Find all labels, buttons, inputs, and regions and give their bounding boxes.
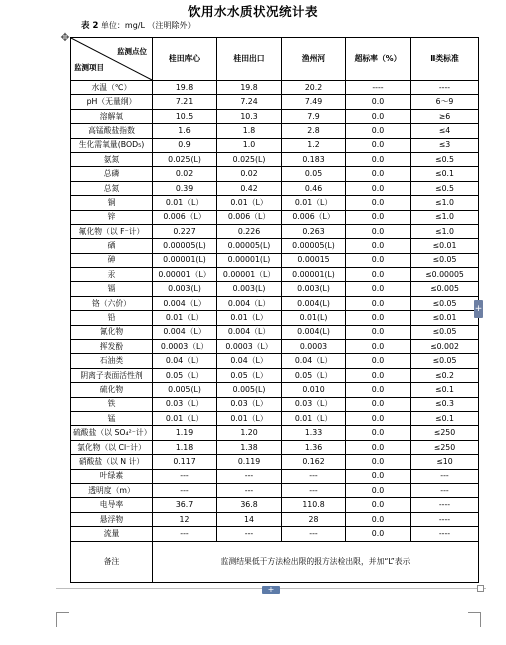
- value-cell[interactable]: 0.0: [346, 181, 411, 195]
- value-cell[interactable]: 0.004(L): [282, 325, 346, 339]
- value-cell[interactable]: 0.0: [346, 224, 411, 238]
- table-row: [71, 527, 479, 541]
- parameter-name-cell[interactable]: 氰化物: [71, 325, 153, 339]
- value-cell[interactable]: 12: [153, 512, 217, 526]
- value-cell[interactable]: 0.004（L）: [217, 325, 282, 339]
- value-cell[interactable]: 7.24: [217, 95, 282, 109]
- value-cell[interactable]: ----: [411, 81, 479, 95]
- value-cell[interactable]: 0.025(L): [217, 152, 282, 166]
- value-cell[interactable]: 1.20: [217, 426, 282, 440]
- value-cell[interactable]: 0.01（L）: [282, 411, 346, 425]
- value-cell[interactable]: 0.04（L）: [153, 354, 217, 368]
- value-cell[interactable]: ≤4: [411, 124, 479, 138]
- table-row: [71, 268, 479, 282]
- value-cell[interactable]: ----: [411, 512, 479, 526]
- value-cell[interactable]: 6～9: [411, 95, 479, 109]
- table-row: [71, 426, 479, 440]
- value-cell[interactable]: 0.162: [282, 455, 346, 469]
- value-cell[interactable]: 0.0003: [282, 340, 346, 354]
- value-cell[interactable]: 0.0: [346, 138, 411, 152]
- value-cell[interactable]: 0.0: [346, 311, 411, 325]
- value-cell[interactable]: 7.49: [282, 95, 346, 109]
- table-row: [71, 181, 479, 195]
- column-header[interactable]: 渔州河: [282, 38, 346, 81]
- table-row: [71, 210, 479, 224]
- parameter-name-cell[interactable]: 硝酸盐（以 N 计）: [71, 455, 153, 469]
- value-cell[interactable]: ≤1.0: [411, 196, 479, 210]
- value-cell[interactable]: 36.8: [217, 498, 282, 512]
- value-cell[interactable]: 0.006（L）: [282, 210, 346, 224]
- value-cell[interactable]: 1.36: [282, 440, 346, 454]
- add-column-button[interactable]: +: [474, 300, 483, 318]
- value-cell[interactable]: 0.0: [346, 397, 411, 411]
- table-row: [71, 311, 479, 325]
- value-cell[interactable]: ≤0.5: [411, 152, 479, 166]
- value-cell[interactable]: 0.0: [346, 368, 411, 382]
- value-cell[interactable]: 0.006（L）: [153, 210, 217, 224]
- page-corner-mark-left: [56, 612, 69, 627]
- value-cell[interactable]: 0.0: [346, 426, 411, 440]
- value-cell[interactable]: 0.04（L）: [217, 354, 282, 368]
- table-move-handle-icon[interactable]: ✥: [60, 31, 70, 44]
- value-cell[interactable]: 0.00001(L): [153, 253, 217, 267]
- value-cell[interactable]: 0.03（L）: [282, 397, 346, 411]
- header-row: [71, 38, 479, 81]
- parameter-name-cell[interactable]: 镉: [71, 282, 153, 296]
- value-cell[interactable]: 0.0: [346, 109, 411, 123]
- parameter-name-cell[interactable]: 锌: [71, 210, 153, 224]
- parameter-name-cell[interactable]: 砷: [71, 253, 153, 267]
- value-cell[interactable]: 0.0: [346, 167, 411, 181]
- value-cell[interactable]: ≤0.05: [411, 253, 479, 267]
- value-cell[interactable]: ≤250: [411, 440, 479, 454]
- value-cell[interactable]: 19.8: [217, 81, 282, 95]
- parameter-name-cell[interactable]: 叶绿素: [71, 469, 153, 483]
- note-row: [71, 541, 479, 582]
- table-row: [71, 455, 479, 469]
- table-row: [71, 109, 479, 123]
- value-cell[interactable]: 0.0: [346, 296, 411, 310]
- value-cell[interactable]: ≤0.3: [411, 397, 479, 411]
- value-cell[interactable]: 0.004（L）: [217, 296, 282, 310]
- value-cell[interactable]: ---: [217, 483, 282, 497]
- parameter-name-cell[interactable]: 硫酸盐（以 SO₄²⁻计）: [71, 426, 153, 440]
- value-cell[interactable]: 0.00001(L): [282, 268, 346, 282]
- parameter-name-cell[interactable]: 石油类: [71, 354, 153, 368]
- value-cell[interactable]: ≤0.002: [411, 340, 479, 354]
- parameter-name-cell[interactable]: 铬（六价）: [71, 296, 153, 310]
- value-cell[interactable]: 0.00005(L): [282, 239, 346, 253]
- value-cell[interactable]: 0.00005(L): [153, 239, 217, 253]
- value-cell[interactable]: ≤0.1: [411, 167, 479, 181]
- value-cell[interactable]: 0.39: [153, 181, 217, 195]
- table-row: [71, 512, 479, 526]
- parameter-name-cell[interactable]: pH（无量纲）: [71, 95, 153, 109]
- value-cell[interactable]: ---: [153, 483, 217, 497]
- parameter-name-cell[interactable]: 流量: [71, 527, 153, 541]
- value-cell[interactable]: 20.2: [282, 81, 346, 95]
- value-cell[interactable]: 0.003(L): [217, 282, 282, 296]
- value-cell[interactable]: 0.0: [346, 527, 411, 541]
- table-row: [71, 397, 479, 411]
- value-cell[interactable]: ≤0.1: [411, 383, 479, 397]
- parameter-name-cell[interactable]: 电导率: [71, 498, 153, 512]
- value-cell[interactable]: 0.0003（L）: [153, 340, 217, 354]
- value-cell[interactable]: 0.0: [346, 325, 411, 339]
- value-cell[interactable]: 0.0: [346, 268, 411, 282]
- diagonal-line: [71, 38, 152, 80]
- parameter-name-cell[interactable]: 汞: [71, 268, 153, 282]
- table-row: [71, 469, 479, 483]
- value-cell[interactable]: 0.0: [346, 483, 411, 497]
- value-cell[interactable]: ≤0.2: [411, 368, 479, 382]
- value-cell[interactable]: 0.004(L): [282, 296, 346, 310]
- parameter-name-cell[interactable]: 硫化物: [71, 383, 153, 397]
- value-cell[interactable]: 0.05（L）: [217, 368, 282, 382]
- value-cell[interactable]: ----: [411, 527, 479, 541]
- parameter-name-cell[interactable]: 铜: [71, 196, 153, 210]
- value-cell[interactable]: ---: [282, 469, 346, 483]
- water-quality-table: [70, 37, 479, 583]
- table-row: [71, 325, 479, 339]
- value-cell[interactable]: 10.3: [217, 109, 282, 123]
- column-header[interactable]: 超标率（%）: [346, 38, 411, 81]
- value-cell[interactable]: ≤0.01: [411, 311, 479, 325]
- value-cell[interactable]: 0.004（L）: [153, 325, 217, 339]
- table-row: [71, 253, 479, 267]
- parameter-name-cell[interactable]: 氨氮: [71, 152, 153, 166]
- value-cell[interactable]: 19.8: [153, 81, 217, 95]
- value-cell[interactable]: 0.02: [217, 167, 282, 181]
- parameter-name-cell[interactable]: 总氮: [71, 181, 153, 195]
- value-cell[interactable]: 0.01(L): [282, 311, 346, 325]
- value-cell[interactable]: 0.0: [346, 411, 411, 425]
- table-caption: [81, 19, 195, 31]
- table-row: [71, 81, 479, 95]
- value-cell[interactable]: 0.0: [346, 340, 411, 354]
- parameter-name-cell[interactable]: 溶解氧: [71, 109, 153, 123]
- value-cell[interactable]: 0.0: [346, 512, 411, 526]
- value-cell[interactable]: 0.0: [346, 498, 411, 512]
- value-cell[interactable]: 28: [282, 512, 346, 526]
- value-cell[interactable]: 0.01（L）: [282, 196, 346, 210]
- table-row: [71, 152, 479, 166]
- value-cell[interactable]: 0.00001（L）: [217, 268, 282, 282]
- value-cell[interactable]: ≤0.05: [411, 296, 479, 310]
- table-row: [71, 440, 479, 454]
- value-cell[interactable]: 0.01（L）: [217, 311, 282, 325]
- value-cell[interactable]: 0.01（L）: [217, 196, 282, 210]
- table-row: [71, 224, 479, 238]
- parameter-name-cell[interactable]: 铅: [71, 311, 153, 325]
- value-cell[interactable]: 0.227: [153, 224, 217, 238]
- table-row: [71, 124, 479, 138]
- value-cell[interactable]: 0.02: [153, 167, 217, 181]
- unit-note: 单位：mg/L （注明除外）: [98, 21, 196, 30]
- value-cell[interactable]: 0.00005(L): [217, 239, 282, 253]
- value-cell[interactable]: 0.05（L）: [153, 368, 217, 382]
- table-row: [71, 411, 479, 425]
- parameter-name-cell[interactable]: 氯化物（以 Cl⁻计）: [71, 440, 153, 454]
- value-cell[interactable]: 0.0: [346, 282, 411, 296]
- document-title: 饮用水水质状况统计表: [187, 4, 318, 19]
- table-row: [71, 196, 479, 210]
- value-cell[interactable]: ≤10: [411, 455, 479, 469]
- value-cell[interactable]: 0.0: [346, 95, 411, 109]
- value-cell[interactable]: ---: [153, 527, 217, 541]
- value-cell[interactable]: ---: [282, 527, 346, 541]
- diagonal-header-cell[interactable]: [71, 38, 153, 81]
- parameter-name-cell[interactable]: 透明度（m）: [71, 483, 153, 497]
- value-cell[interactable]: 1.19: [153, 426, 217, 440]
- parameter-name-cell[interactable]: 水温（℃）: [71, 81, 153, 95]
- value-cell[interactable]: 0.01（L）: [153, 311, 217, 325]
- parameter-name-cell[interactable]: 阴离子表面活性剂: [71, 368, 153, 382]
- value-cell[interactable]: ---: [411, 483, 479, 497]
- value-cell[interactable]: 7.21: [153, 95, 217, 109]
- value-cell[interactable]: 14: [217, 512, 282, 526]
- value-cell[interactable]: 0.226: [217, 224, 282, 238]
- value-cell[interactable]: 0.0: [346, 196, 411, 210]
- note-text-cell[interactable]: 监测结果低于方法检出限的报方法检出限，并加“L”表示: [153, 541, 479, 582]
- table-row: [71, 483, 479, 497]
- value-cell[interactable]: 0.006（L）: [217, 210, 282, 224]
- value-cell[interactable]: 1.0: [217, 138, 282, 152]
- value-cell[interactable]: 110.8: [282, 498, 346, 512]
- value-cell[interactable]: 10.5: [153, 109, 217, 123]
- value-cell[interactable]: ≤1.0: [411, 224, 479, 238]
- value-cell[interactable]: ≤0.05: [411, 354, 479, 368]
- value-cell[interactable]: 1.8: [217, 124, 282, 138]
- table-row: [71, 340, 479, 354]
- value-cell[interactable]: 0.0: [346, 440, 411, 454]
- table-label: 表 2: [81, 21, 99, 31]
- table-row: [71, 95, 479, 109]
- parameter-name-cell[interactable]: 锰: [71, 411, 153, 425]
- parameter-name-cell[interactable]: 铁: [71, 397, 153, 411]
- parameter-name-cell[interactable]: 总磷: [71, 167, 153, 181]
- value-cell[interactable]: 0.00001(L): [217, 253, 282, 267]
- parameter-name-cell[interactable]: 氟化物（以 F⁻计）: [71, 224, 153, 238]
- column-header[interactable]: Ⅱ类标准: [411, 38, 479, 81]
- value-cell[interactable]: ≥6: [411, 109, 479, 123]
- value-cell[interactable]: 1.18: [153, 440, 217, 454]
- parameter-name-cell[interactable]: 挥发酚: [71, 340, 153, 354]
- table-row: [71, 368, 479, 382]
- table-body: [71, 38, 479, 583]
- diag-bottom-label: 监测项目: [74, 62, 104, 72]
- table-row: [71, 239, 479, 253]
- value-cell[interactable]: 0.03（L）: [217, 397, 282, 411]
- value-cell[interactable]: ≤0.01: [411, 239, 479, 253]
- value-cell[interactable]: ---: [217, 527, 282, 541]
- table-resize-handle[interactable]: [477, 585, 484, 592]
- value-cell[interactable]: 0.00001（L）: [153, 268, 217, 282]
- value-cell[interactable]: 0.005(L): [217, 383, 282, 397]
- value-cell[interactable]: 0.0: [346, 124, 411, 138]
- value-cell[interactable]: 0.46: [282, 181, 346, 195]
- value-cell[interactable]: 0.9: [153, 138, 217, 152]
- value-cell[interactable]: ---: [217, 469, 282, 483]
- value-cell[interactable]: 0.05: [282, 167, 346, 181]
- add-row-button[interactable]: +: [262, 586, 280, 594]
- value-cell[interactable]: ---: [153, 469, 217, 483]
- value-cell[interactable]: 1.38: [217, 440, 282, 454]
- value-cell[interactable]: 1.33: [282, 426, 346, 440]
- value-cell[interactable]: ≤0.1: [411, 411, 479, 425]
- value-cell[interactable]: 0.01（L）: [153, 411, 217, 425]
- value-cell[interactable]: ---: [282, 483, 346, 497]
- value-cell[interactable]: 0.0: [346, 455, 411, 469]
- value-cell[interactable]: 0.0: [346, 469, 411, 483]
- value-cell[interactable]: ≤1.0: [411, 210, 479, 224]
- value-cell[interactable]: 0.003(L): [282, 282, 346, 296]
- value-cell[interactable]: 7.9: [282, 109, 346, 123]
- value-cell[interactable]: ≤0.05: [411, 325, 479, 339]
- table-row: [71, 498, 479, 512]
- value-cell[interactable]: ≤0.00005: [411, 268, 479, 282]
- note-label-cell[interactable]: 备注: [71, 541, 153, 582]
- value-cell[interactable]: 0.0: [346, 239, 411, 253]
- value-cell[interactable]: 2.8: [282, 124, 346, 138]
- value-cell[interactable]: 0.119: [217, 455, 282, 469]
- table-row: [71, 354, 479, 368]
- value-cell[interactable]: ----: [411, 498, 479, 512]
- table-row: [71, 167, 479, 181]
- value-cell[interactable]: ----: [346, 81, 411, 95]
- value-cell[interactable]: 36.7: [153, 498, 217, 512]
- table-row: [71, 138, 479, 152]
- value-cell[interactable]: 1.2: [282, 138, 346, 152]
- value-cell[interactable]: ≤250: [411, 426, 479, 440]
- value-cell[interactable]: ≤0.5: [411, 181, 479, 195]
- value-cell[interactable]: 0.010: [282, 383, 346, 397]
- value-cell[interactable]: ≤0.005: [411, 282, 479, 296]
- value-cell[interactable]: 0.117: [153, 455, 217, 469]
- value-cell[interactable]: 0.0: [346, 210, 411, 224]
- value-cell[interactable]: 0.263: [282, 224, 346, 238]
- table-row: [71, 282, 479, 296]
- value-cell[interactable]: 0.00015: [282, 253, 346, 267]
- page-corner-mark-right: [468, 612, 481, 627]
- value-cell[interactable]: 0.003(L): [153, 282, 217, 296]
- value-cell[interactable]: ---: [411, 469, 479, 483]
- value-cell[interactable]: 0.0: [346, 253, 411, 267]
- parameter-name-cell[interactable]: 硒: [71, 239, 153, 253]
- value-cell[interactable]: 0.0: [346, 152, 411, 166]
- value-cell[interactable]: 0.0003（L）: [217, 340, 282, 354]
- value-cell[interactable]: 0.42: [217, 181, 282, 195]
- diag-top-label: 监测点位: [117, 47, 147, 56]
- value-cell[interactable]: 0.025(L): [153, 152, 217, 166]
- value-cell[interactable]: 0.0: [346, 383, 411, 397]
- table-row: [71, 383, 479, 397]
- value-cell[interactable]: 0.0: [346, 354, 411, 368]
- value-cell[interactable]: 0.05（L）: [282, 368, 346, 382]
- parameter-name-cell[interactable]: 高锰酸盐指数: [71, 124, 153, 138]
- column-header[interactable]: 桂田库心: [153, 38, 217, 81]
- value-cell[interactable]: 0.01（L）: [153, 196, 217, 210]
- parameter-name-cell[interactable]: 悬浮物: [71, 512, 153, 526]
- value-cell[interactable]: ≤3: [411, 138, 479, 152]
- column-header[interactable]: 桂田出口: [217, 38, 282, 81]
- table-row: [71, 296, 479, 310]
- value-cell[interactable]: 0.03（L）: [153, 397, 217, 411]
- value-cell[interactable]: 0.004（L）: [153, 296, 217, 310]
- value-cell[interactable]: 0.005(L): [153, 383, 217, 397]
- parameter-name-cell[interactable]: 生化需氧量(BOD₅): [71, 138, 153, 152]
- value-cell[interactable]: 0.04（L）: [282, 354, 346, 368]
- value-cell[interactable]: 0.183: [282, 152, 346, 166]
- value-cell[interactable]: 1.6: [153, 124, 217, 138]
- value-cell[interactable]: 0.01（L）: [217, 411, 282, 425]
